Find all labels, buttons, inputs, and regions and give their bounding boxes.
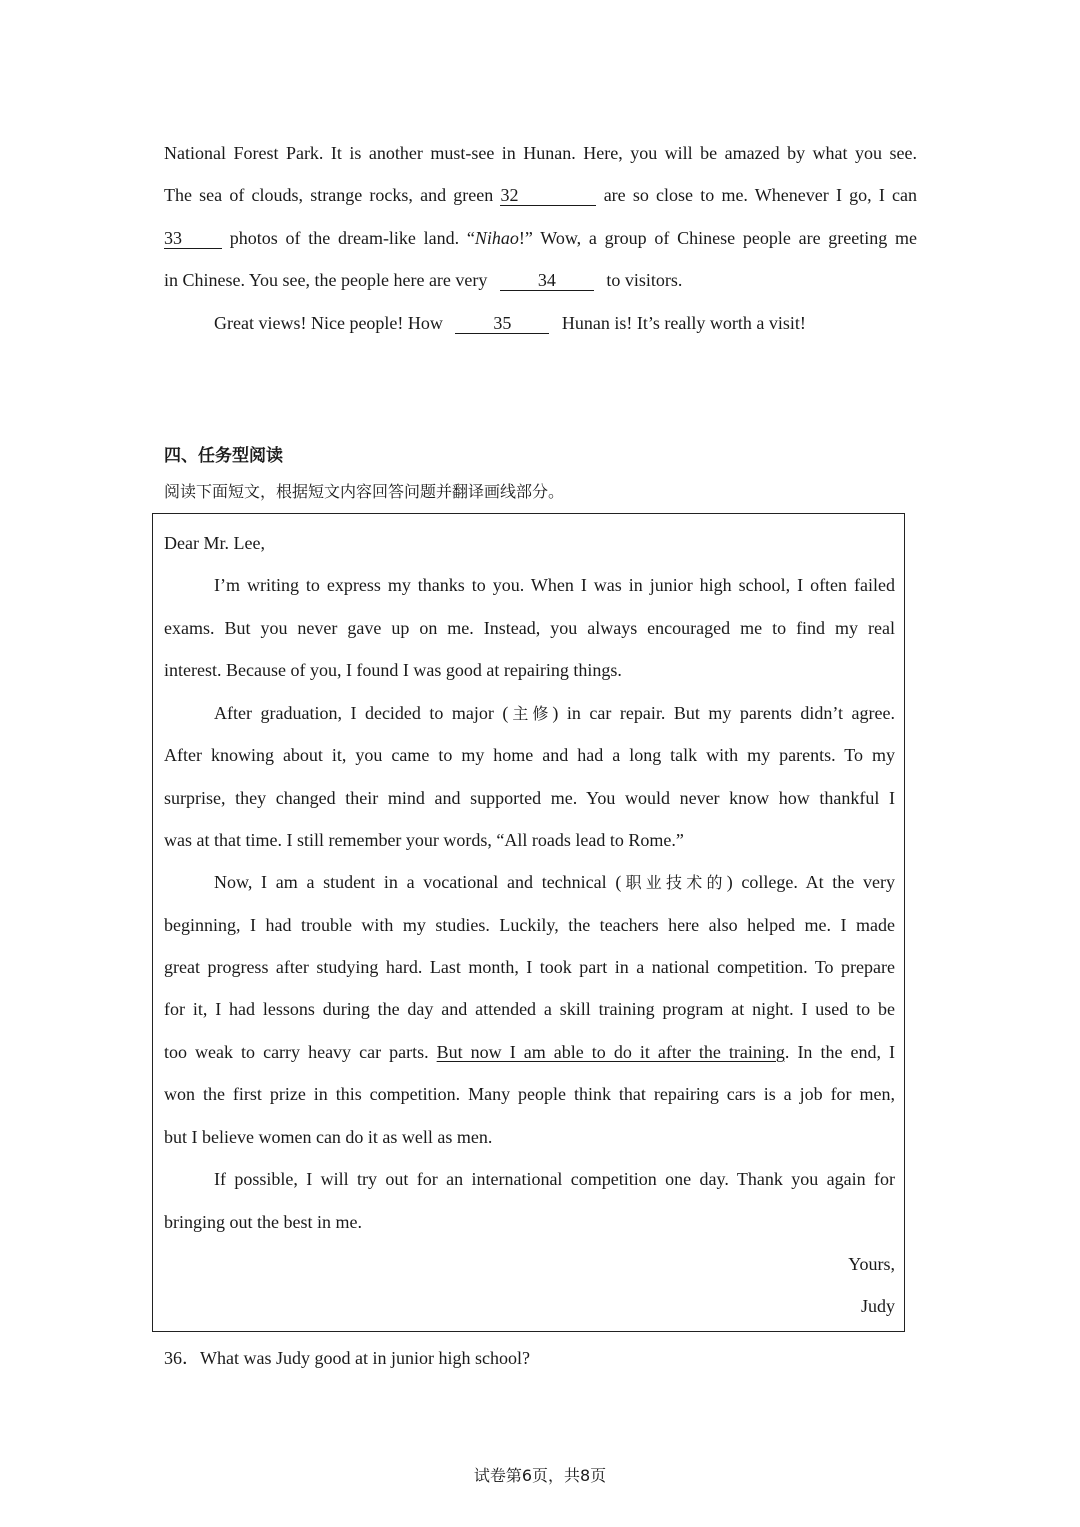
- passage-text: Great views! Nice people! How: [214, 313, 443, 333]
- letter-p4-line2: bringing out the best in me.: [164, 1212, 362, 1232]
- letter-p3-line1: Now, I am a student in a vocational and technical (职业技术的) college. At the very: [214, 872, 895, 892]
- passage-text: to visitors.: [606, 270, 683, 290]
- letter-p3-line3: great progress after studying hard. Last month, I took part in a national competition. To prepare: [164, 957, 895, 977]
- passage-text: The sea of clouds, strange rocks, and green: [164, 185, 494, 205]
- blank-34: 34: [500, 270, 594, 291]
- letter-p3-line2: beginning, I had trouble with my studies. Luckily, the teachers here also helped me. I made: [164, 915, 895, 935]
- letter-signature: Judy: [860, 1296, 895, 1316]
- chinese-gloss: 主修: [508, 704, 553, 723]
- passage-text: in Chinese. You see, the people here are very: [164, 270, 488, 290]
- letter-greeting: Dear Mr. Lee,: [164, 533, 265, 553]
- blank-35: 35: [455, 313, 549, 334]
- passage-line-3: [164, 225, 917, 251]
- letter-p2-line1: After graduation, I decided to major (主修) in car repair. But my parents didn’t agree.: [214, 703, 895, 723]
- blank-32: 32: [500, 185, 596, 206]
- passage-line-2: [164, 182, 917, 208]
- page-footer: 试卷第6页，共8页: [473, 1466, 607, 1485]
- passage-text: Hunan is! It’s really worth a visit!: [561, 313, 806, 333]
- passage-text: are so close to me. Whenever I go, I can: [603, 185, 918, 205]
- letter-p2-line3: surprise, they changed their mind and supported me. You would never know how thankful I: [164, 788, 895, 808]
- letter-closing: Yours,: [848, 1254, 895, 1274]
- italic-word: Nihao: [474, 228, 519, 248]
- passage-line-5: [214, 310, 806, 336]
- blank-33: 33: [164, 228, 222, 249]
- underlined-sentence: But now I am able to do it after the training: [436, 1042, 785, 1062]
- section-instruction: 阅读下面短文，根据短文内容回答问题并翻译画线部分。: [164, 482, 565, 501]
- section-title: 四、任务型阅读: [164, 446, 283, 466]
- chinese-gloss: 职业技术的: [621, 873, 727, 892]
- letter-p3-line6: won the first prize in this competition. Many people think that repairing cars is a job for men,: [164, 1084, 895, 1104]
- letter-p3-line7: but I believe women can do it as well as men.: [164, 1127, 493, 1147]
- letter-p2-line4: was at that time. I still remember your words, “All roads lead to Rome.”: [164, 830, 684, 850]
- passage-line-1: National Forest Park. It is another must-see in Hunan. Here, you will be amazed by what you see.: [164, 143, 917, 163]
- letter-p3-line4: for it, I had lessons during the day and attended a skill training program at night. I used to be: [164, 999, 895, 1019]
- question-36: 36．What was Judy good at in junior high school?: [164, 1348, 530, 1368]
- passage-text: photos of the dream-like land. “Nihao!” Wow, a group of Chinese people are greeting me: [229, 228, 918, 248]
- letter-p1-line3: interest. Because of you, I found I was good at repairing things.: [164, 660, 622, 680]
- passage-line-4: [164, 267, 682, 293]
- letter-p1-line1: I’m writing to express my thanks to you. When I was in junior high school, I often failed: [214, 575, 895, 595]
- letter-p4-line1: If possible, I will try out for an international competition one day. Thank you again for: [214, 1169, 895, 1189]
- letter-p2-line2: After knowing about it, you came to my home and had a long talk with my parents. To my: [164, 745, 895, 765]
- letter-p1-line2: exams. But you never gave up on me. Instead, you always encouraged me to find my real: [164, 618, 895, 638]
- letter-p3-line5: too weak to carry heavy car parts. But now I am able to do it after the training. In the end, I: [164, 1042, 896, 1062]
